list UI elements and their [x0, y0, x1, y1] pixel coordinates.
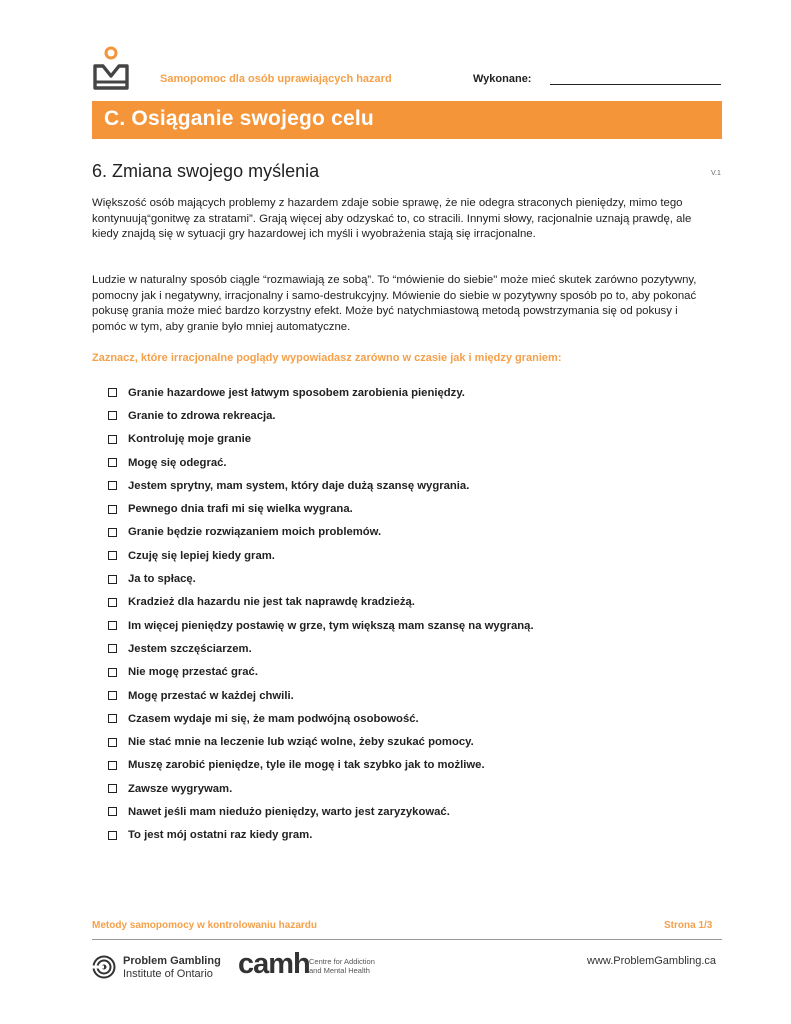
checklist-item [108, 661, 708, 684]
pgio-name-line2: Institute of Ontario [123, 968, 213, 980]
checkbox[interactable] [108, 668, 117, 677]
checklist-item-label: Kontroluję moje granie [128, 433, 252, 446]
section-title: 6. Zmiana swojego myślenia [92, 161, 320, 181]
checklist-item [108, 428, 708, 451]
checklist-item-label: Im więcej pieniędzy postawię w grze, tym większą mam szansę na wygraną. [128, 619, 534, 632]
checklist-item-label: Kradzież dla hazardu nie jest tak naprawdę kradzieżą. [128, 596, 415, 609]
checklist-item [108, 497, 708, 520]
checklist-item [108, 521, 708, 544]
checkbox[interactable] [108, 644, 117, 653]
checklist-item [108, 614, 708, 637]
checklist-item [108, 777, 708, 800]
checkbox[interactable] [108, 807, 117, 816]
checklist-item [108, 684, 708, 707]
checklist-item-label: To jest mój ostatni raz kiedy gram. [128, 829, 313, 842]
checkbox[interactable] [108, 714, 117, 723]
camh-name-line1: Centre for Addiction [309, 957, 375, 966]
checkbox[interactable] [108, 831, 117, 840]
checklist-item [108, 567, 708, 590]
intro-paragraph-2: Ludzie w naturalny sposób ciągle “rozmawiają ze sobą”. To “mówienie do siebie" może mieć skutek zarówno pozytywny, pomocny jak i negatywny, irracjonalny i samo-destrukcyjny. Mówienie do siebie w pozytywny sposób po to, aby pokonać pokusę grania może mieć bardzo korzystny efekt. Może być natychmiastową metodą powstrzymania się od pokusy i pomóc w tym, aby granie było mniej automatyczne. [92, 274, 697, 333]
checklist-instruction: Zaznacz, które irracjonalne poglądy wypowiadasz zarówno w czasie jak i między graniem: [92, 352, 562, 364]
checklist-item [108, 730, 708, 753]
banner-title: C. Osiąganie swojego celu [104, 107, 374, 130]
done-input-line[interactable] [550, 84, 721, 85]
checklist-item-label: Mogę przestać w każdej chwili. [128, 689, 294, 702]
checklist-item [108, 451, 708, 474]
checklist-item-label: Granie hazardowe jest łatwym sposobem zarobienia pieniędzy. [128, 386, 465, 399]
pgio-name-line1: Problem Gambling [123, 955, 221, 967]
intro-paragraph-1: Większość osób mających problemy z hazardem zdaje sobie sprawę, że nie odegra straconych pieniędzy, mimo tego kontynuują“gonitwę za stratami”. Grają więcej aby odzyskać to, co stracili. Innymi słowy, racjonalnie uznają prawdę, ale kiedy znajdą się w sytuacji gry hazardowej ich myśli i wyobrażenia stają się irracjonalne. [92, 197, 692, 241]
camh-logo: camh [238, 948, 310, 980]
checklist-item [108, 637, 708, 660]
checklist-item-label: Nie stać mnie na leczenie lub wziąć wolne, żeby szukać pomocy. [128, 736, 474, 749]
title-banner [92, 101, 722, 139]
footer-page-number: Strona 1/3 [664, 920, 713, 931]
checkbox[interactable] [108, 691, 117, 700]
checklist-item [108, 754, 708, 777]
checklist-item-label: Granie to zdrowa rekreacja. [128, 409, 276, 422]
checklist-item [108, 381, 708, 404]
website-link[interactable]: www.ProblemGambling.ca [587, 955, 716, 967]
footer-divider [92, 939, 722, 940]
checklist-item-label: Pewnego dnia trafi mi się wielka wygrana. [128, 503, 353, 516]
checkbox[interactable] [108, 388, 117, 397]
pgio-spiral-logo-icon [92, 955, 116, 979]
checklist-item-label: Zawsze wygrywam. [128, 782, 233, 795]
checklist-item [108, 404, 708, 427]
version-label: V.1 [711, 170, 721, 177]
checkbox[interactable] [108, 411, 117, 420]
checkbox[interactable] [108, 458, 117, 467]
checkbox[interactable] [108, 761, 117, 770]
checkbox[interactable] [108, 621, 117, 630]
irrational-beliefs-checklist [108, 381, 708, 847]
done-label: Wykonane: [473, 73, 532, 85]
header-subtitle: Samopomoc dla osób uprawiających hazard [160, 73, 392, 85]
checkbox[interactable] [108, 481, 117, 490]
checklist-item-label: Mogę się odegrać. [128, 456, 227, 469]
checkbox[interactable] [108, 528, 117, 537]
checklist-item-label: Jestem sprytny, mam system, który daje dużą szansę wygrania. [128, 479, 470, 492]
checkbox[interactable] [108, 738, 117, 747]
checklist-item [108, 591, 708, 614]
checklist-item [108, 800, 708, 823]
checkbox[interactable] [108, 575, 117, 584]
checklist-item-label: Muszę zarobić pieniędze, tyle ile mogę i tak szybko jak to możliwe. [128, 759, 485, 772]
checklist-item-label: Nawet jeśli mam niedużo pieniędzy, warto jest zaryzykować. [128, 805, 450, 818]
checklist-item [108, 824, 708, 847]
checklist-item-label: Czasem wydaje mi się, że mam podwójną osobowość. [128, 712, 419, 725]
person-logo-icon [90, 46, 132, 92]
checklist-item [108, 474, 708, 497]
checklist-item-label: Czuję się lepiej kiedy gram. [128, 549, 275, 562]
checklist-item-label: Granie będzie rozwiązaniem moich problemów. [128, 526, 382, 539]
footer-document-title: Metody samopomocy w kontrolowaniu hazardu [92, 920, 318, 931]
checklist-item [108, 707, 708, 730]
checkbox[interactable] [108, 551, 117, 560]
checkbox[interactable] [108, 598, 117, 607]
checklist-item [108, 544, 708, 567]
camh-name-line2: and Mental Health [309, 966, 370, 975]
checklist-item-label: Jestem szczęściarzem. [128, 642, 252, 655]
checklist-item-label: Nie mogę przestać grać. [128, 666, 258, 679]
checkbox[interactable] [108, 784, 117, 793]
checkbox[interactable] [108, 435, 117, 444]
checkbox[interactable] [108, 505, 117, 514]
checklist-item-label: Ja to spłacę. [128, 573, 196, 586]
